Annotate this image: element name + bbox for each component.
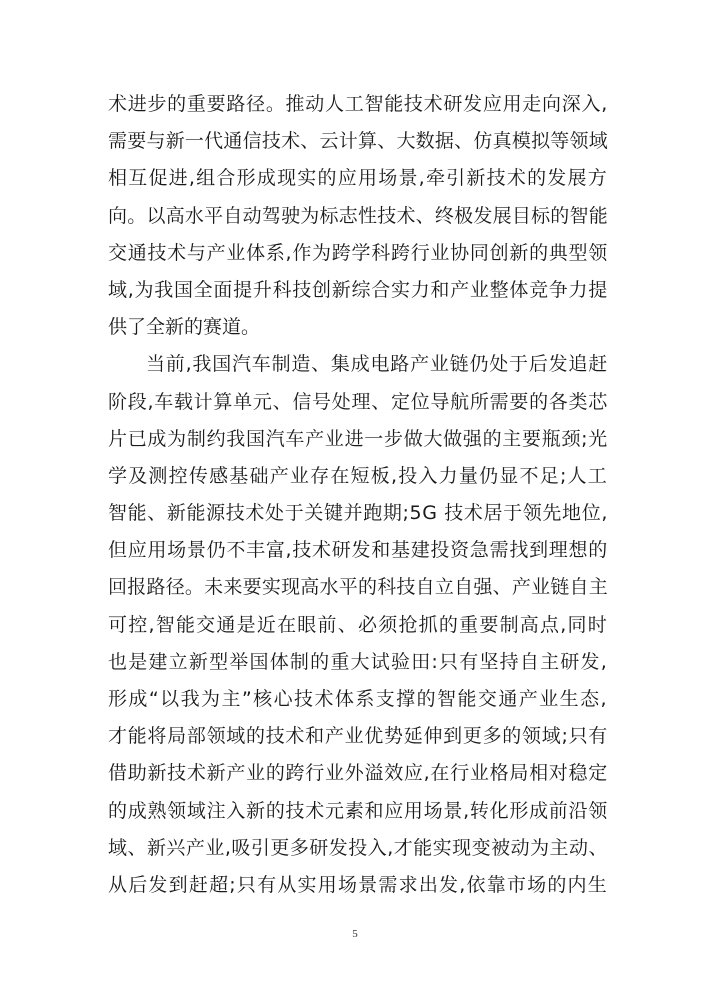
text-line: 术进步的重要路径。推动人工智能技术研发应用走向深入, — [108, 93, 608, 115]
text-line: 阶段,车载计算单元、信号处理、定位导航所需要的各类芯 — [108, 390, 608, 413]
text-line: 交通技术与产业体系,作为跨学科跨行业协同创新的典型领 — [108, 241, 608, 264]
text-line: 供了全新的赛道。 — [108, 316, 261, 339]
text-line: 但应用场景仍不丰富,技术研发和基建投资急需找到理想的 — [108, 539, 608, 562]
text-line: 的成熟领域注入新的技术元素和应用场景,转化形成前沿领 — [108, 799, 608, 822]
text-line: 片已成为制约我国汽车产业进一步做大做强的主要瓶颈;光 — [108, 427, 608, 450]
page-number: 5 — [352, 928, 358, 940]
text-line: 从后发到赶超;只有从实用场景需求出发,依靠市场的内生 — [108, 873, 608, 896]
text-line: 向。以高水平自动驾驶为标志性技术、终极发展目标的智能 — [108, 204, 608, 227]
text-line: 智能、新能源技术处于关键并跑期;5G 技术居于领先地位, — [108, 502, 608, 525]
text-line: 学及测控传感基础产业存在短板,投入力量仍显不足;人工 — [108, 464, 608, 487]
text-line: 域,为我国全面提升科技创新综合实力和产业整体竞争力提 — [108, 278, 608, 301]
text-line: 域、新兴产业,吸引更多研发投入,才能实现变被动为主动、 — [108, 836, 608, 859]
text-line: 也是建立新型举国体制的重大试验田:只有坚持自主研发, — [108, 650, 608, 673]
body-text — [108, 86, 608, 904]
text-line: 相互促进,组合形成现实的应用场景,牵引新技术的发展方 — [108, 167, 608, 190]
text-line: 回报路径。未来要实现高水平的科技自立自强、产业链自主 — [108, 576, 608, 599]
paragraph-first-line: 当前,我国汽车制造、集成电路产业链仍处于后发追赶 — [146, 353, 608, 376]
text-line: 需要与新一代通信技术、云计算、大数据、仿真模拟等领域 — [108, 130, 608, 153]
text-line: 可控,智能交通是近在眼前、必须抢抓的重要制高点,同时 — [108, 613, 608, 636]
text-line: 形成“以我为主”核心技术体系支撑的智能交通产业生态, — [108, 688, 608, 710]
text-line: 才能将局部领域的技术和产业优势延伸到更多的领域;只有 — [108, 725, 608, 748]
text-line: 借助新技术新产业的跨行业外溢效应,在行业格局相对稳定 — [108, 762, 608, 785]
